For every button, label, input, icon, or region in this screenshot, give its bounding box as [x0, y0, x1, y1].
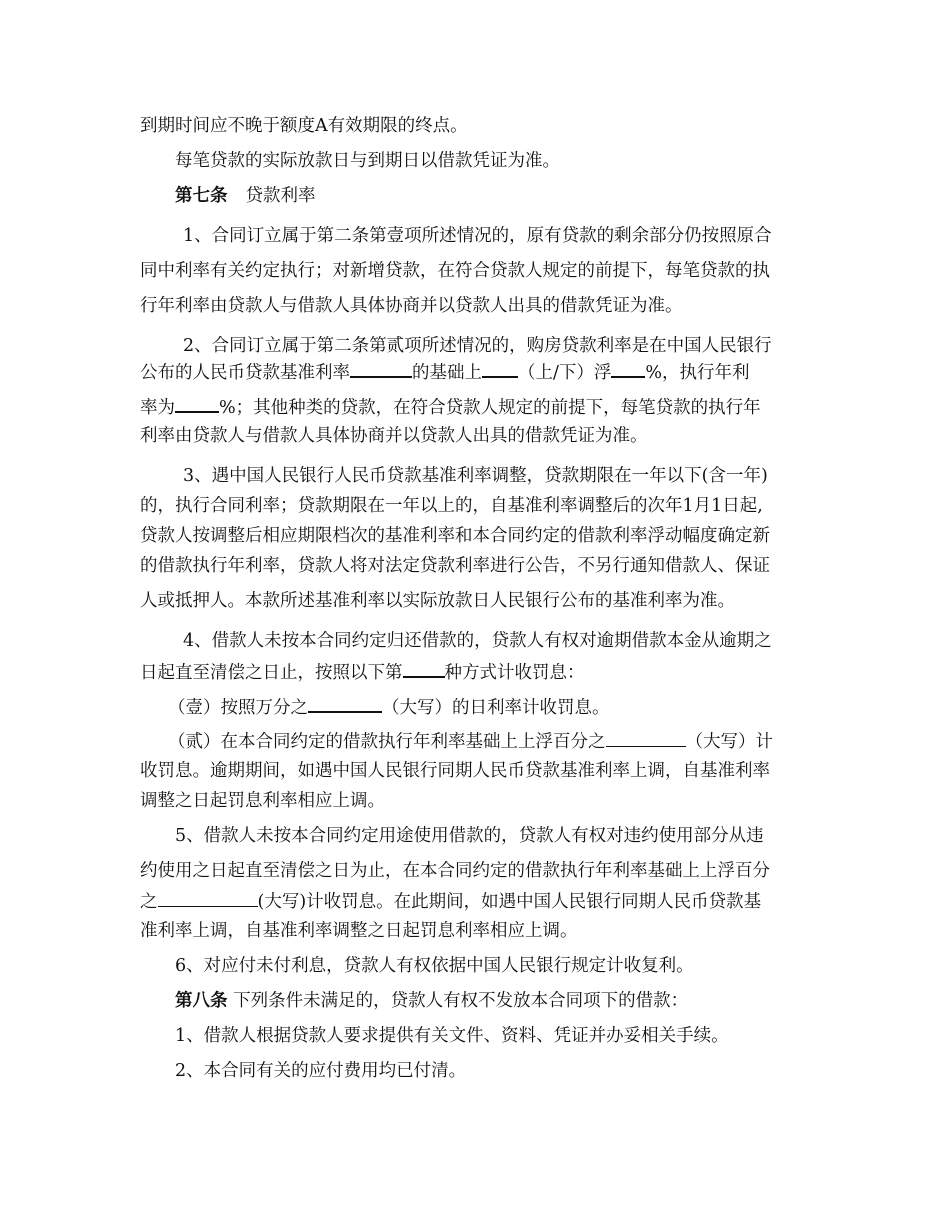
- text-line: [168, 694, 848, 720]
- text-line: 5、借款人未按本合同约定用途使用借款的，贷款人有权对违约使用部分从违: [175, 826, 764, 846]
- blank-field: [158, 889, 258, 907]
- text-line: 4、借款人未按本合同约定归还借款的，贷款人有权对逾期借款本金从逾期之: [183, 631, 772, 651]
- article-number: 第八条: [175, 991, 228, 1011]
- text-line: 1、合同订立属于第二条第壹项所述情况的，原有贷款的剩余部分仍按照原合: [183, 226, 772, 246]
- text-segment: %；其他种类的贷款，在符合贷款人规定的前提下，每笔贷款的执行年: [219, 398, 761, 418]
- blank-field: [403, 659, 445, 678]
- text-segment: （大写）的日利率计收罚息。: [382, 698, 610, 718]
- text-line: 约使用之日起直至清偿之日为止，在本合同约定的借款执行年利率基础上上浮百分: [140, 861, 770, 881]
- text-segment: 之: [140, 892, 158, 912]
- text-line: [140, 359, 820, 385]
- text-segment: 公布的人民币贷款基准利率: [140, 363, 350, 383]
- text-segment: 日起直至清偿之日止，按照以下第: [140, 663, 403, 683]
- text-line: 收罚息。逾期期间，如遇中国人民银行同期人民币贷款基准利率上调，自基准利率: [140, 761, 770, 781]
- text-line: 准利率上调，自基准利率调整之日起罚息利率相应上调。: [140, 921, 578, 941]
- text-segment: %，执行年利: [645, 363, 750, 383]
- text-segment: (大写)计收罚息。在此期间，如遇中国人民银行同期人民币贷款基: [257, 892, 762, 912]
- text-line: 6、对应付未付利息，贷款人有权依据中国人民银行规定计收复利。: [175, 956, 694, 976]
- article-8-heading: [175, 989, 820, 1013]
- article-text: 下列条件未满足的，贷款人有权不发放本合同项下的借款：: [233, 991, 689, 1011]
- text-segment: 的基础上: [412, 363, 482, 383]
- text-segment: 率为: [140, 398, 175, 418]
- text-line: [140, 394, 820, 420]
- text-line: 3、遇中国人民银行人民币贷款基准利率调整，贷款期限在一年以下(含一年): [183, 466, 768, 486]
- article-title: 贷款利率: [245, 186, 316, 206]
- article-number: 第七条: [175, 186, 228, 206]
- blank-field: [482, 359, 518, 378]
- text-segment: 种方式计收罚息：: [444, 663, 585, 683]
- text-segment: （壹）按照万分之: [168, 698, 308, 718]
- text-line: 到期时间应不晚于额度A有效期限的终点。: [140, 116, 468, 136]
- text-line: 2、合同订立属于第二条第贰项所述情况的，购房贷款利率是在中国人民银行: [183, 336, 772, 356]
- blank-field: [611, 359, 645, 378]
- text-line: 行年利率由贷款人与借款人具体协商并以贷款人出具的借款凭证为准。: [140, 296, 683, 316]
- text-segment: （大写）计: [685, 732, 773, 752]
- text-line: [140, 889, 820, 914]
- text-line: 人或抵押人。本款所述基准利率以实际放款日人民银行公布的基准利率为准。: [140, 591, 735, 611]
- article-7-heading: [175, 184, 820, 208]
- text-line: [168, 729, 848, 754]
- text-line: 每笔贷款的实际放款日与到期日以借款凭证为准。: [175, 151, 560, 171]
- blank-field: [350, 359, 412, 378]
- blank-field: [308, 694, 382, 713]
- text-line: 1、借款人根据贷款人要求提供有关文件、资料、凭证并办妥相关手续。: [175, 1026, 729, 1046]
- blank-field: [175, 394, 219, 413]
- blank-field: [606, 729, 686, 747]
- text-segment: （上/下）浮: [518, 363, 612, 383]
- text-line: 的，执行合同利率；贷款期限在一年以上的，自基准利率调整后的次年1月1日起,: [140, 496, 763, 516]
- text-line: 同中利率有关约定执行；对新增贷款，在符合贷款人规定的前提下，每笔贷款的执: [140, 261, 770, 281]
- text-line: 的借款执行年利率，贷款人将对法定贷款利率进行公告，不另行通知借款人、保证: [140, 556, 770, 576]
- text-line: 利率由贷款人与借款人具体协商并以贷款人出具的借款凭证为准。: [140, 426, 648, 446]
- text-line: 2、本合同有关的应付费用均已付清。: [175, 1061, 467, 1081]
- text-segment: （贰）在本合同约定的借款执行年利率基础上上浮百分之: [168, 732, 606, 752]
- text-line: 贷款人按调整后相应期限档次的基准利率和本合同约定的借款利率浮动幅度确定新: [140, 526, 770, 546]
- text-line: 调整之日起罚息利率相应上调。: [140, 791, 385, 811]
- text-line: [140, 659, 820, 685]
